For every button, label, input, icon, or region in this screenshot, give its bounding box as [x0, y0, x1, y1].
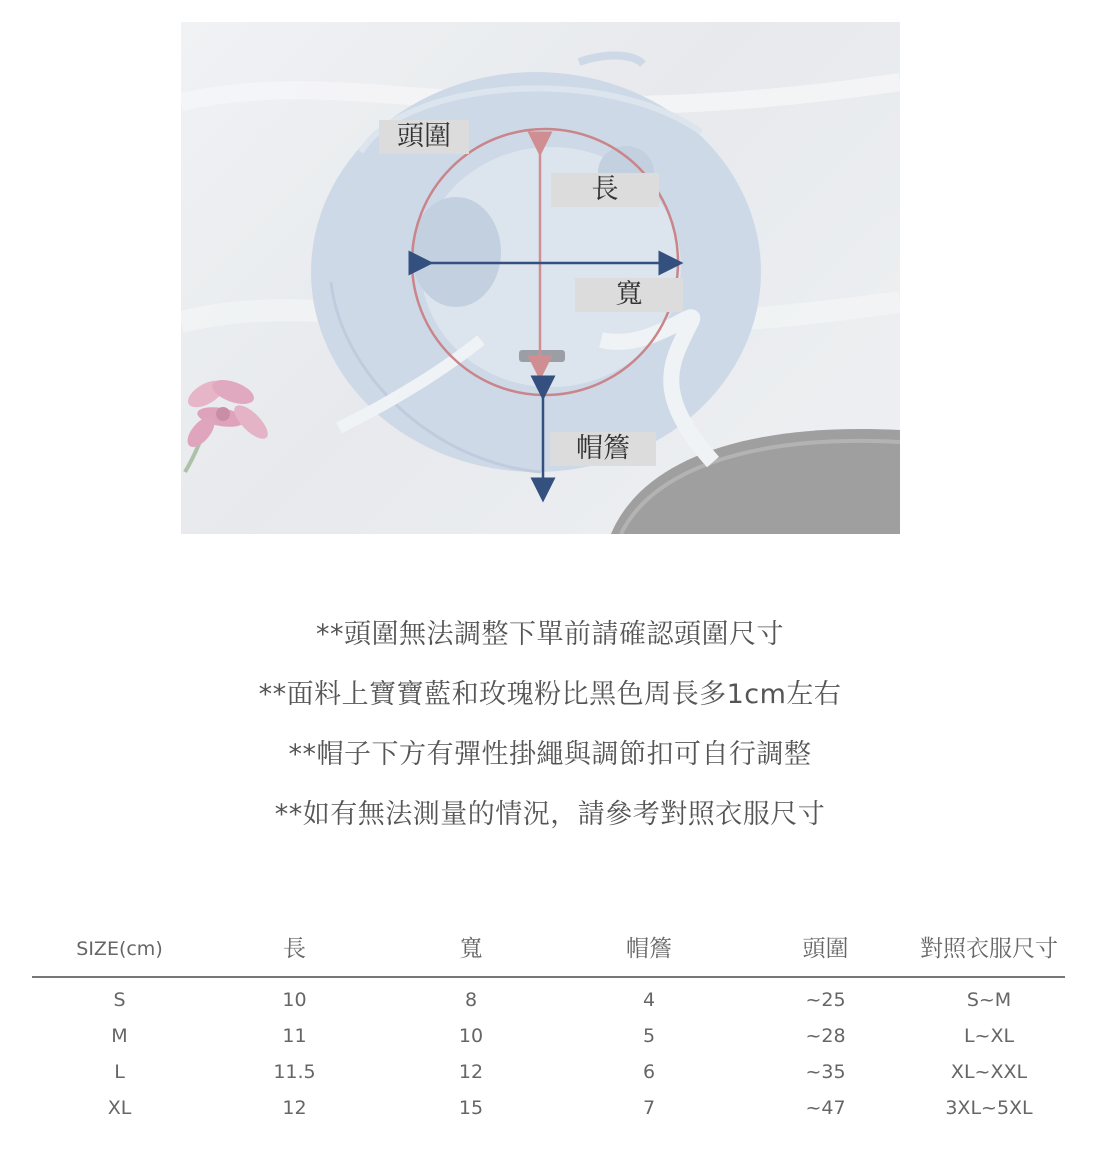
label-head-circumference: 頭圍 — [379, 120, 469, 154]
notes — [0, 612, 1100, 852]
cell-length: 12 — [282, 1097, 307, 1119]
table-header — [32, 926, 1065, 978]
cell-width: 12 — [458, 1061, 484, 1083]
note-line: **面料上寶寶藍和玫瑰粉比黑色周長多1cm左右 — [258, 679, 842, 710]
cell-brim: 4 — [642, 989, 656, 1011]
cell-brim: 6 — [642, 1061, 656, 1083]
table-row — [32, 1054, 1065, 1090]
header-brim: 帽簷 — [626, 936, 672, 962]
note-line: **頭圍無法調整下單前請確認頭圍尺寸 — [316, 619, 784, 650]
cell-head-circumference: ~28 — [805, 1025, 846, 1047]
table-row — [32, 1018, 1065, 1054]
header-length: 長 — [283, 936, 306, 962]
note-line: **帽子下方有彈性掛繩與調節扣可自行調整 — [288, 739, 812, 770]
note-line: **如有無法測量的情況，請參考對照衣服尺寸 — [274, 799, 826, 830]
cell-width: 8 — [464, 989, 478, 1011]
cell-brim: 5 — [642, 1025, 656, 1047]
cell-clothing-size: XL~XXL — [950, 1061, 1028, 1083]
header-width: 寬 — [459, 936, 483, 962]
table-row — [32, 982, 1065, 1018]
cell-width: 15 — [458, 1097, 484, 1119]
table-row — [32, 1090, 1065, 1126]
header-size: SIZE(cm) — [76, 938, 163, 960]
cell-width: 10 — [458, 1025, 484, 1047]
label-width: 寬 — [575, 278, 683, 312]
cell-clothing-size: 3XL~5XL — [945, 1097, 1033, 1119]
hat-diagram — [181, 22, 900, 534]
cell-clothing-size: L~XL — [963, 1025, 1015, 1047]
cell-clothing-size: S~M — [966, 989, 1012, 1011]
cell-length: 10 — [282, 989, 307, 1011]
label-length: 長 — [551, 173, 659, 207]
cell-head-circumference: ~47 — [805, 1097, 846, 1119]
cell-length: 11.5 — [273, 1061, 316, 1083]
cell-size: S — [113, 989, 126, 1011]
product-photo — [181, 22, 900, 534]
cell-size: L — [114, 1061, 125, 1083]
header-head-circumference: 頭圍 — [802, 936, 849, 962]
cell-size: XL — [107, 1097, 132, 1119]
label-brim: 帽簷 — [550, 432, 656, 466]
cell-size: M — [111, 1025, 128, 1047]
cell-length: 11 — [282, 1025, 307, 1047]
table-body — [32, 982, 1065, 1126]
cell-brim: 7 — [642, 1097, 656, 1119]
header-clothing-size: 對照衣服尺寸 — [920, 936, 1058, 962]
cell-head-circumference: ~35 — [805, 1061, 846, 1083]
size-table — [32, 926, 1065, 1126]
cell-head-circumference: ~25 — [805, 989, 846, 1011]
